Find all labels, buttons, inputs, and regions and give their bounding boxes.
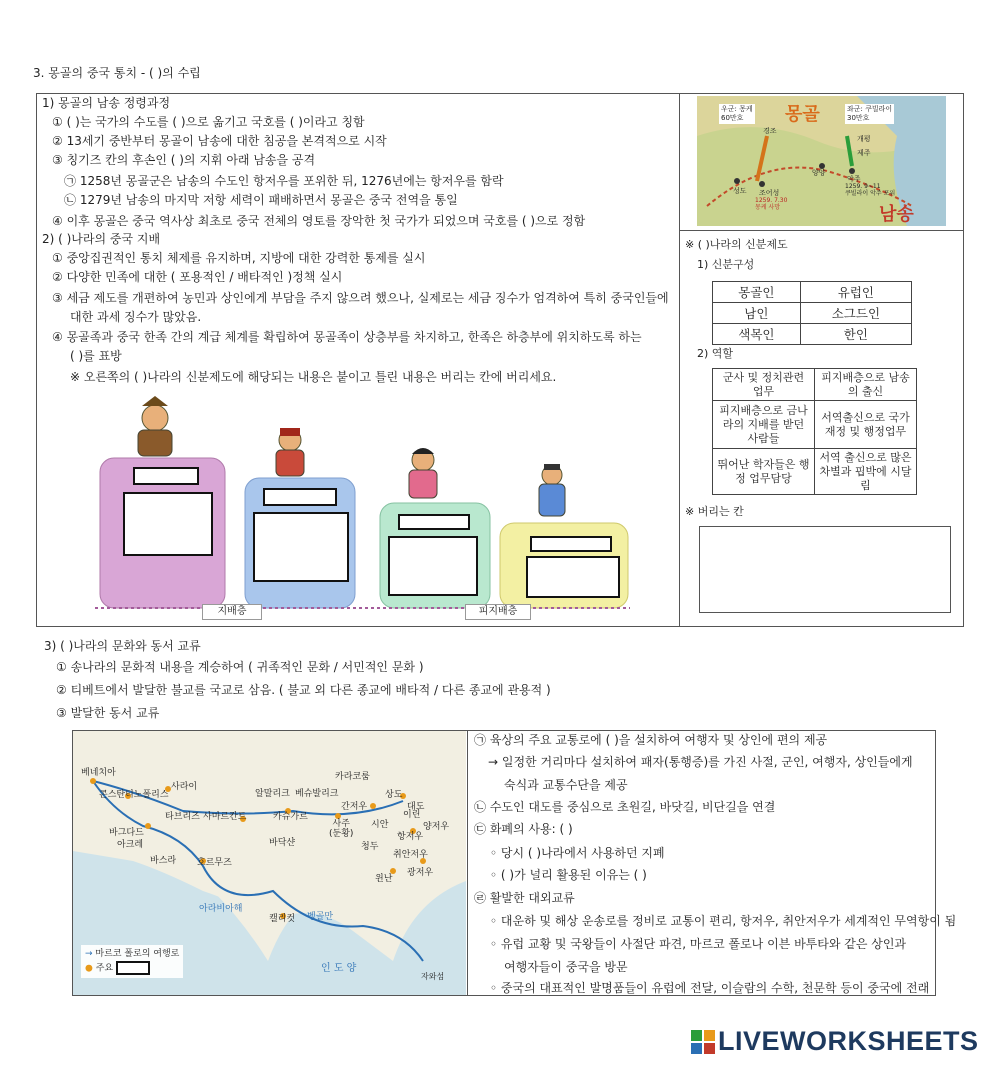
legend-main-row <box>85 961 179 976</box>
map2-basra: 바스라 <box>150 856 177 866</box>
status-cell: 유럽인 <box>800 282 911 303</box>
exchange-divider <box>467 730 468 996</box>
map1-joeo-note: 1259. 7.30 몽케 사망 <box>755 197 788 211</box>
status-cell: 몽골인 <box>713 282 801 303</box>
section2-line-3: ③ 세금 제도를 개편하여 농민과 상인에게 부담을 주지 않으려 했으나, 실제로는 세금 징수가 엄격하여 특히 중국인들에 <box>52 291 669 305</box>
map2-hangzhou: 항저우 <box>397 832 424 842</box>
section1-line-6: ④ 이후 몽골은 중국 역사상 최초로 중국 전체의 영토를 장악한 첫 국가가 되었으며 국호를 ( )으로 정함 <box>52 214 586 228</box>
section3-line-1: ① 송나라의 문화적 내용을 계승하여 ( 귀족적인 문화 / 서민적인 문화 ) <box>56 660 424 674</box>
map2-indian-ocean: 인 도 양 <box>321 963 357 974</box>
map1-gyeongjo: 경조 <box>763 127 777 135</box>
exchange-line-5: ㉢ 화폐의 사용: ( ) <box>474 822 573 836</box>
section2-title: 2) ( )나라의 중국 지배 <box>42 232 161 246</box>
section1-line-1: ① ( )는 국가의 수도를 ( )으로 옮기고 국호를 ( )이라고 칭함 <box>52 115 365 129</box>
status-sub1: 1) 신분구성 <box>697 258 755 271</box>
map2-samarkand: 사마르칸트 <box>203 812 247 822</box>
worksheet-heading: 3. 몽골의 중국 통치 - ( )의 수립 <box>33 66 201 80</box>
frame-divider <box>679 93 680 627</box>
map2-almalik: 알말리크 <box>255 789 290 799</box>
city-dot-icon: ● <box>85 963 96 974</box>
podium-answer-2-box[interactable] <box>253 512 349 582</box>
exchange-line-8: ㉣ 활발한 대외교류 <box>474 891 575 905</box>
map2-hormuz: 호르무즈 <box>197 858 232 868</box>
map2-shangdu: 상도 <box>385 790 403 800</box>
podium-answer-4-box[interactable] <box>526 556 620 598</box>
map2-xian: 시안 <box>371 820 389 830</box>
role-cell: 피지배층으로 남송의 출신 <box>815 369 917 401</box>
map1-mongol-label: 몽골 <box>785 104 820 125</box>
map1-song-label: 남송 <box>879 204 914 225</box>
role-cell: 서역출신으로 국가 재정 및 행정업무 <box>815 401 917 449</box>
exchange-line-4: ㉡ 수도인 대도를 중심으로 초원길, 바닷길, 비단길을 연결 <box>474 800 776 814</box>
status-cell: 소그드인 <box>800 303 911 324</box>
map2-sarai: 사라이 <box>171 782 198 792</box>
map2-quanzhou: 취안저우 <box>393 850 428 860</box>
role-cell: 군사 및 정치관련 업무 <box>713 369 815 401</box>
section2-line-2: ② 다양한 민족에 대한 ( 포용적인 / 배타적인 )정책 실시 <box>52 270 343 284</box>
map2-shazhou: 사주 (둔황) <box>329 819 354 839</box>
status-cell: 색목인 <box>713 324 801 345</box>
map2-kashgar: 카슈가르 <box>273 812 308 822</box>
brand-text: LIVEWORKSHEETS <box>718 1026 979 1056</box>
semu-figure-icon <box>276 428 304 476</box>
map2-yunnan: 윈난 <box>375 874 393 884</box>
route-arrow-icon: → <box>85 949 96 959</box>
legend-route-label: 마르코 폴로의 여행로 <box>95 949 180 959</box>
section1-line-3: ③ 칭기즈 칸의 후손인 ( )의 지휘 아래 남송을 공격 <box>52 153 316 167</box>
nanren-figure-icon <box>539 464 565 516</box>
mongol-figure-icon <box>138 396 172 456</box>
podium-illustration <box>90 388 635 620</box>
map2-calicut: 캘리컷 <box>269 914 296 924</box>
ruling-class-tag: 지배층 <box>202 604 262 620</box>
map2-dadu: 대도 <box>407 802 425 812</box>
map2-legend <box>81 945 183 978</box>
han-figure-icon <box>409 448 437 498</box>
map2-bay-of-bengal: 벵골만 <box>307 912 334 922</box>
map2-chengdu: 청두 <box>361 842 379 852</box>
map2-tabriz: 타브리즈 <box>165 812 200 822</box>
map2-ganzhou: 간저우 <box>341 802 368 812</box>
section3-title: 3) ( )나라의 문화와 동서 교류 <box>44 639 201 653</box>
role-cell: 뛰어난 학자들은 행정 업무담당 <box>713 449 815 495</box>
map1-seongdo: 성도 <box>733 187 747 195</box>
map2-badakhshan: 바닥샨 <box>269 838 296 848</box>
map1-yangyang: 양양 <box>812 169 826 177</box>
section2-note: ※ 오른쪽의 ( )나라의 신분제도에 해당되는 내용은 붙이고 틀린 내용은 버리는 칸에 버리세요. <box>70 370 557 384</box>
map2-linqing: 이린 <box>403 810 421 820</box>
status-title: ※ ( )나라의 신분제도 <box>685 238 788 251</box>
frame-divider-h <box>679 230 964 231</box>
section1-line-5: ㉡ 1279년 남송의 마지막 저항 세력이 패배하면서 몽골은 중국 전역을 통일 <box>64 193 458 207</box>
exchange-line-11: 여행자들이 중국을 방문 <box>504 960 628 974</box>
status-cell: 남인 <box>713 303 801 324</box>
map1-joeoseong: 조어성 <box>759 189 780 197</box>
brand-logo <box>690 1026 979 1057</box>
map2-yangzhou: 양저우 <box>423 822 450 832</box>
map2-beshbalik: 베슈발리크 <box>295 789 339 799</box>
marco-polo-map <box>73 731 466 995</box>
mongol-conquest-map <box>697 96 946 226</box>
map1-akju: 악주 <box>847 175 861 183</box>
discard-box[interactable] <box>699 526 951 613</box>
section2-line-5: ④ 몽골족과 중국 한족 간의 계급 체계를 확립하여 몽골족이 상층부를 차지하고, 한족은 하층부에 위치하도록 하는 <box>52 330 642 344</box>
discard-label: ※ 버리는 칸 <box>685 505 744 518</box>
map1-jeju: 제주 <box>857 149 871 157</box>
status-sub2: 2) 역할 <box>697 347 734 360</box>
map2-constantinople: 콘스탄티노폴리스 <box>99 790 169 800</box>
podium-answer-3-box[interactable] <box>388 536 478 596</box>
exchange-line-3: 숙식과 교통수단을 제공 <box>504 778 628 792</box>
section1-line-2: ② 13세기 중반부터 몽골이 남송에 대한 침공을 본격적으로 시작 <box>52 134 387 148</box>
exchange-line-10: ◦ 유럽 교황 및 국왕들이 사절단 파견, 마르코 폴로나 이븐 바투타와 같은 상인과 <box>490 937 907 951</box>
ruled-class-tag: 피지배층 <box>465 604 531 620</box>
exchange-line-12: ◦ 중국의 대표적인 발명품들이 유럽에 전달, 이슬람의 수학, 천문학 등이 중국에 전래 <box>490 981 930 995</box>
status-cell: 한인 <box>800 324 911 345</box>
map2-arabian-sea: 아라비아해 <box>199 904 243 914</box>
podium-answer-4-label-box[interactable] <box>530 536 612 552</box>
map1-gaepyeong: 개평 <box>857 135 871 143</box>
exchange-line-1: ㉠ 육상의 주요 교통로에 ( )을 설치하여 여행자 및 상인에 편의 제공 <box>474 733 828 747</box>
map2-venice: 베네치아 <box>81 768 116 778</box>
section1-line-4: ㉠ 1258년 몽골군은 남송의 수도인 항저우를 포위한 뒤, 1276년에는 항저우를 함락 <box>64 174 504 188</box>
legend-main-label: 주요 <box>95 963 114 974</box>
section2-line-6: ( )를 표방 <box>70 349 122 363</box>
section1-title: 1) 몽골의 남송 정령과정 <box>42 96 171 110</box>
role-table <box>712 368 917 495</box>
map2-baghdad: 바그다드 <box>109 828 144 838</box>
role-cell: 피지배층으로 금나라의 지배를 받던 사람들 <box>713 401 815 449</box>
map1-akju-note: 1259. 9~11 쿠빌라이 악주 포위 <box>845 183 896 197</box>
section3-line-3: ③ 발달한 동서 교류 <box>56 706 160 720</box>
exchange-line-2: → 일정한 거리마다 설치하여 패자(통행증)를 가진 사절, 군인, 여행자, 상인들에게 <box>488 755 913 769</box>
section2-line-4: 대한 과세 징수가 많았음. <box>70 310 202 324</box>
podium-answer-2-label-box[interactable] <box>263 488 337 506</box>
map1-left-army: 우군: 몽케 60만호 <box>721 105 753 122</box>
section2-line-1: ① 중앙집권적인 통치 체제를 유지하며, 지방에 대한 강력한 통제를 실시 <box>52 251 426 265</box>
brand-grid-icon <box>690 1029 716 1055</box>
section3-line-2: ② 티베트에서 발달한 불교를 국교로 삼음. ( 불교 외 다른 종교에 배타적 / 다른 종교에 관용적 ) <box>56 683 551 697</box>
map2-karakorum: 카라코룸 <box>335 772 370 782</box>
podium-answer-3-label-box[interactable] <box>398 514 470 530</box>
map2-java: 자와섬 <box>421 972 445 981</box>
exchange-line-9: ◦ 대운하 및 해상 운송로를 정비로 교통이 편리, 항저우, 취안저우가 세계적인 무역항이 됨 <box>490 914 957 928</box>
exchange-line-7: ◦ ( )가 널리 활용된 이유는 ( ) <box>490 868 647 882</box>
map2-acre: 아크레 <box>117 840 144 850</box>
status-table <box>712 281 912 345</box>
legend-route-row <box>85 947 179 961</box>
role-cell: 서역 출신으로 많은 차별과 핍박에 시달림 <box>815 449 917 495</box>
legend-answer-box[interactable] <box>116 961 150 975</box>
map1-right-army: 좌군: 쿠빌라이 30만호 <box>847 105 893 122</box>
exchange-line-6: ◦ 당시 ( )나라에서 사용하던 지폐 <box>490 846 665 860</box>
podium-answer-1-label-box[interactable] <box>133 467 199 485</box>
podium-answer-1-box[interactable] <box>123 492 213 556</box>
map2-guangzhou: 광저우 <box>407 868 434 878</box>
